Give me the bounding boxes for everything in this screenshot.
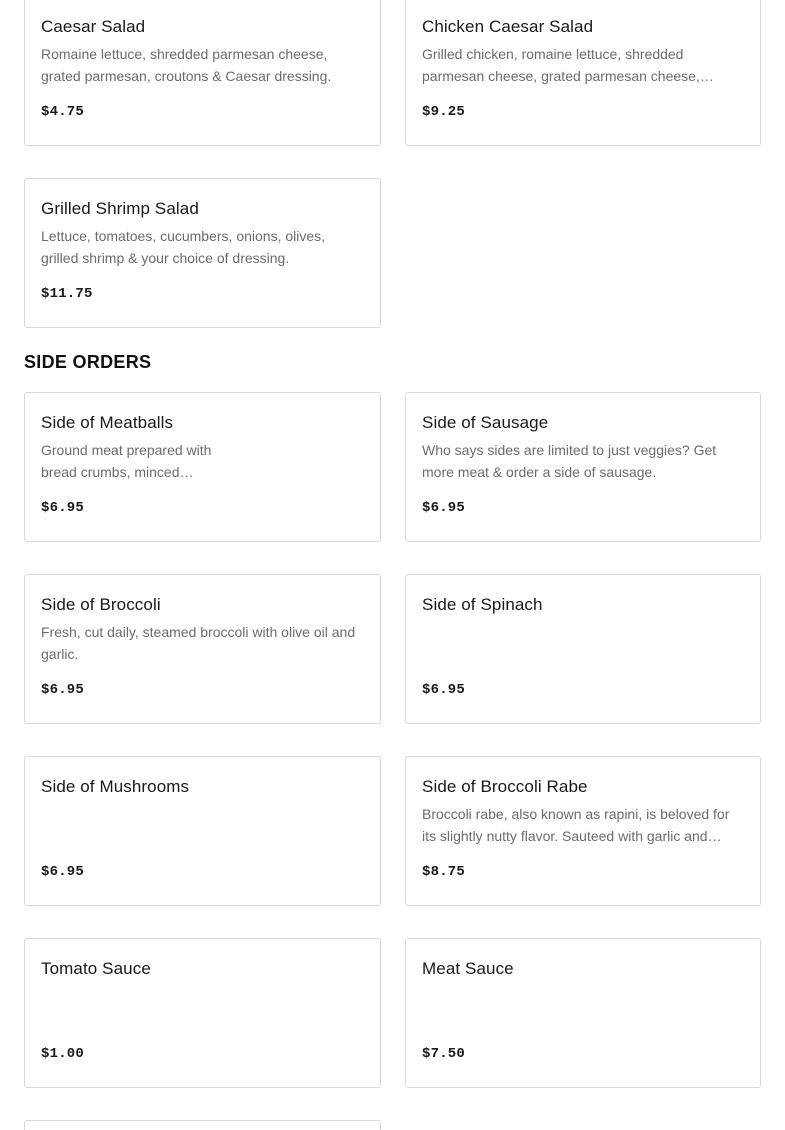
menu-item-card-side-of-sausage[interactable] (405, 392, 761, 542)
menu-item-price: $6.95 (422, 682, 466, 698)
menu-item-price: $9.25 (422, 104, 466, 120)
menu-item-card-meat-sauce[interactable] (405, 938, 761, 1088)
menu-item-price: $1.00 (41, 1046, 85, 1062)
menu-item-name: Side of Sausage (422, 413, 549, 432)
menu-item-card-side-of-meatballs[interactable] (24, 392, 381, 542)
menu-item-description: Ground meat prepared with bread crumbs, minced… (41, 442, 212, 480)
menu-item-name: Meat Sauce (422, 959, 514, 978)
menu-item-price: $7.50 (422, 1046, 466, 1062)
section-title-side-orders: SIDE ORDERS (24, 352, 152, 372)
menu-item-price: $6.95 (41, 864, 85, 880)
menu-item-name: Side of Spinach (422, 595, 543, 614)
menu-item-price: $6.95 (41, 500, 85, 516)
menu-item-price: $8.75 (422, 864, 466, 880)
menu-item-name: Side of Broccoli Rabe (422, 777, 588, 796)
menu-item-card-side-of-broccoli[interactable] (24, 574, 381, 724)
menu-item-name: Side of Mushrooms (41, 777, 190, 796)
menu-item-name: Side of Broccoli (41, 595, 161, 614)
menu-item-card-side-of-broccoli-rabe[interactable] (405, 756, 761, 906)
menu-item-description: Grilled chicken, romaine lettuce, shredded parmesan cheese, grated parmesan cheese,… (422, 46, 714, 84)
menu-item-description: Broccoli rabe, also known as rapini, is beloved for its slightly nutty flavor. Sauteed with garlic and… (422, 806, 730, 844)
menu-item-card-grilled-shrimp-salad[interactable] (24, 178, 381, 328)
menu-item-name: Tomato Sauce (41, 959, 151, 978)
menu-item-description: Lettuce, tomatoes, cucumbers, onions, olives, grilled shrimp & your choice of dressing. (41, 228, 326, 266)
menu-item-description: Romaine lettuce, shredded parmesan cheese, grated parmesan, croutons & Caesar dressing. (41, 46, 332, 84)
menu-item-price: $11.75 (41, 286, 93, 302)
menu-item-name: Grilled Shrimp Salad (41, 199, 199, 218)
menu-item-card-side-of-spinach[interactable] (405, 574, 761, 724)
menu-item-description: Fresh, cut daily, steamed broccoli with olive oil and garlic. (41, 624, 356, 662)
menu-item-price: $4.75 (41, 104, 85, 120)
salads-grid (24, 0, 761, 328)
menu-item-price: $6.95 (422, 500, 466, 516)
menu-item-description: Who says sides are limited to just veggies? Get more meat & order a side of sausage. (422, 442, 717, 480)
menu-item-card-caesar-salad[interactable] (24, 0, 381, 146)
side-orders-grid (24, 392, 761, 1088)
menu-item-name: Side of Meatballs (41, 413, 174, 432)
menu-item-name: Caesar Salad (41, 17, 146, 36)
menu-item-card-partial[interactable] (24, 1120, 381, 1130)
menu-item-card-tomato-sauce[interactable] (24, 938, 381, 1088)
menu-item-name: Chicken Caesar Salad (422, 17, 594, 36)
menu-item-price: $6.95 (41, 682, 85, 698)
menu-item-card-chicken-caesar-salad[interactable] (405, 0, 761, 146)
menu-item-card-side-of-mushrooms[interactable] (24, 756, 381, 906)
